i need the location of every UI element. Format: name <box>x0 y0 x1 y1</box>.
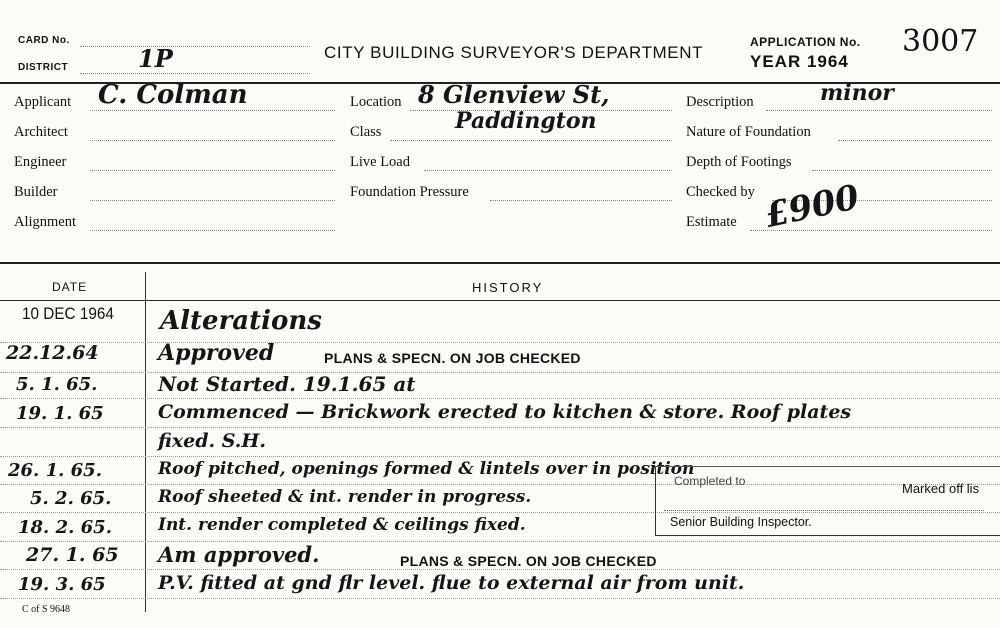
card-no-label: CARD No. <box>18 35 70 46</box>
description-line <box>766 110 992 111</box>
applicant-label: Applicant <box>14 94 72 110</box>
senior-inspector-label: Senior Building Inspector. <box>670 515 812 529</box>
history-header: HISTORY <box>472 280 544 295</box>
depth-of-footings-label: Depth of Footings <box>686 154 792 170</box>
year-label: YEAR 1964 <box>750 52 849 71</box>
inspector-signature-line <box>664 510 984 511</box>
marked-off-label: Marked off lis <box>902 481 980 496</box>
nature-of-foundation-label: Nature of Foundation <box>686 124 811 140</box>
date-column-divider <box>145 272 146 612</box>
table-row-date: 19. 1. 65 <box>16 403 104 424</box>
row-rule <box>0 427 1000 428</box>
table-row-date: 5. 2. 65. <box>30 488 112 509</box>
table-row-history: Alterations <box>160 306 322 336</box>
engineer-label: Engineer <box>14 154 67 170</box>
estimate-label: Estimate <box>686 214 737 230</box>
row-rule <box>0 598 1000 599</box>
builder-line <box>90 200 335 201</box>
depth-of-footings-line <box>812 170 992 171</box>
applicant-line <box>90 110 335 111</box>
table-row-date: 26. 1. 65. <box>8 460 102 481</box>
table-row-date: 5. 1. 65. <box>16 374 98 395</box>
completed-to-label: Completed to <box>674 474 746 488</box>
location-value-line2: Paddington <box>455 108 597 134</box>
location-label: Location <box>350 94 402 110</box>
checked-stamp: PLANS & SPECN. ON JOB CHECKED <box>400 553 657 569</box>
row-rule <box>0 372 1000 373</box>
checked-by-label: Checked by <box>686 184 755 200</box>
row-rule <box>0 398 1000 399</box>
table-row-history: Not Started. 19.1.65 at <box>158 372 416 396</box>
location-value-line1: 8 Glenview St, <box>418 80 610 109</box>
table-row-history: Commenced — Brickwork erected to kitchen & store. Roof plates <box>158 401 852 423</box>
application-label: APPLICATION No. <box>750 35 861 49</box>
row-rule <box>0 456 1000 457</box>
row-rule <box>0 569 1000 570</box>
department-title: CITY BUILDING SURVEYOR'S DEPARTMENT <box>324 43 704 62</box>
table-row-history: Approved <box>158 340 275 366</box>
table-row-date: 19. 3. 65 <box>18 574 106 595</box>
district-value: 1P <box>138 44 173 73</box>
engineer-line <box>90 170 335 171</box>
table-header-rule <box>0 300 1000 301</box>
district-line <box>80 73 310 74</box>
table-row-history: Am approved. <box>158 542 320 567</box>
table-row-history: fixed. S.H. <box>158 430 266 452</box>
live-load-label: Live Load <box>350 154 410 170</box>
table-row-history: Roof pitched, openings formed & lintels over in position <box>158 459 695 479</box>
table-row-history: Roof sheeted & int. render in progress. <box>158 487 532 507</box>
checked-stamp: PLANS & SPECN. ON JOB CHECKED <box>324 350 581 366</box>
description-value: minor <box>820 80 894 106</box>
class-label: Class <box>350 124 382 140</box>
table-row-history: P.V. fitted at gnd flr level. flue to external air from unit. <box>158 572 745 594</box>
table-row-date: 22.12.64 <box>6 342 99 364</box>
architect-line <box>90 140 335 141</box>
builder-label: Builder <box>14 184 58 200</box>
card-no-line <box>80 46 310 47</box>
application-number: 3007 <box>902 24 979 59</box>
table-row-date: 18. 2. 65. <box>18 517 112 538</box>
table-top-rule <box>0 262 1000 264</box>
class-line <box>390 140 672 141</box>
alignment-label: Alignment <box>14 214 77 230</box>
nature-of-foundation-line <box>838 140 992 141</box>
architect-label: Architect <box>14 124 68 140</box>
table-row-date: 10 DEC 1964 <box>22 304 114 323</box>
date-header: DATE <box>52 280 88 294</box>
table-row-date: 27. 1. 65 <box>26 544 119 566</box>
row-rule <box>0 342 1000 343</box>
applicant-value: C. Colman <box>98 80 248 110</box>
foundation-pressure-line <box>490 200 672 201</box>
row-rule <box>0 541 1000 542</box>
alignment-line <box>90 230 335 231</box>
live-load-line <box>424 170 672 171</box>
estimate-value: £900 <box>761 177 863 236</box>
district-label: DISTRICT <box>18 62 69 73</box>
description-label: Description <box>686 94 754 110</box>
table-row-history: Int. render completed & ceilings fixed. <box>158 515 526 535</box>
form-code: C of S 9648 <box>22 604 71 615</box>
foundation-pressure-label: Foundation Pressure <box>350 184 469 200</box>
